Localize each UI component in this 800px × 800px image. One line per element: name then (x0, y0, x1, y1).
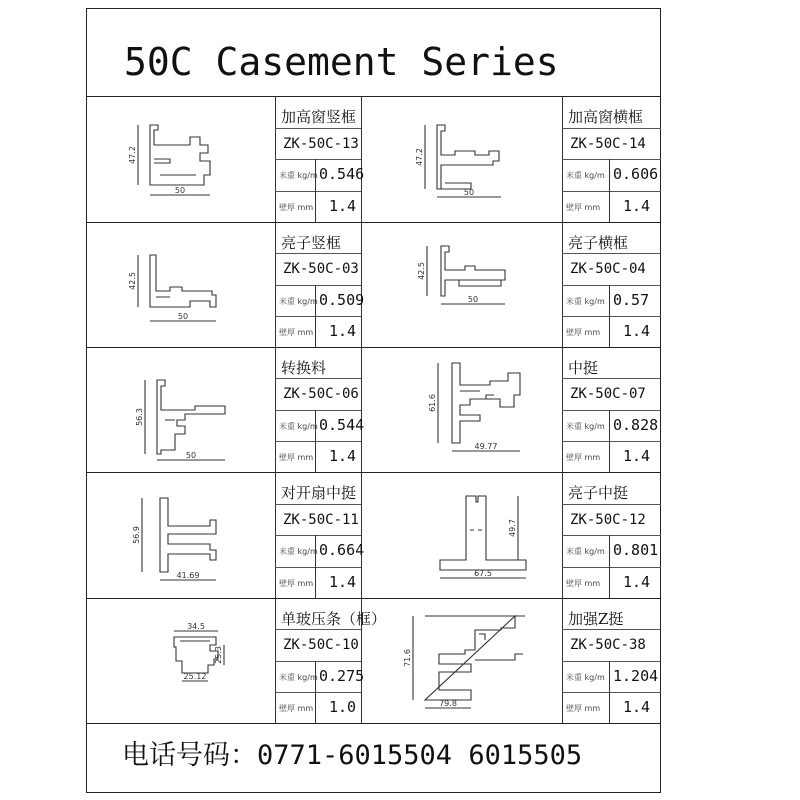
dimension-label: 47.2 (128, 146, 137, 164)
weight-label-text: 米重 (279, 547, 295, 556)
profile-outline (441, 246, 505, 296)
rule-line (315, 535, 316, 598)
thickness-value: 1.4 (623, 321, 651, 340)
weight-unit: kg/m (584, 547, 605, 556)
dimension-label: 56.9 (132, 526, 141, 544)
rule-line (562, 316, 661, 317)
thickness-unit: mm (584, 452, 601, 462)
rule-line (562, 410, 661, 411)
profile-name: 中挺 (568, 359, 599, 377)
weight-unit: kg/m (297, 672, 318, 682)
weight-label-text: 米重 (279, 296, 295, 306)
profile-drawing (135, 370, 255, 460)
profile-code: ZK-50C-14 (570, 135, 646, 152)
dimension-label: 50 (467, 295, 479, 304)
rule-line (562, 378, 661, 379)
dimension-label: 41.69 (176, 571, 200, 580)
thickness-label (566, 327, 600, 338)
rule-line (562, 535, 661, 536)
thickness-label (279, 327, 313, 338)
thickness-label-text: 壁厚 (566, 327, 582, 337)
rule-line (275, 159, 361, 160)
rule-line (275, 504, 361, 505)
thickness-label-text: 壁厚 (279, 578, 295, 588)
rule-line (275, 285, 361, 286)
rule-line (275, 253, 361, 254)
dimension-label: 49.77 (474, 442, 498, 451)
rule-line (86, 472, 661, 473)
profile-code: ZK-50C-06 (283, 386, 359, 403)
thickness-unit: mm (584, 327, 601, 337)
weight-unit: kg/m (297, 547, 318, 556)
rule-line (562, 285, 661, 286)
profile-outline (150, 255, 216, 307)
thickness-unit: mm (297, 578, 314, 588)
thickness-unit: mm (584, 703, 601, 713)
thickness-label-text: 壁厚 (279, 327, 295, 337)
weight-label (279, 546, 318, 557)
weight-unit: kg/m (297, 171, 318, 180)
profile-outline (437, 125, 499, 189)
phone-footer (122, 733, 582, 772)
weight-value: 0.801 (613, 541, 659, 559)
rule-line (562, 159, 661, 160)
profile-name: 亮子竖框 (281, 234, 342, 252)
rule-line (315, 661, 316, 724)
profile-outline (150, 125, 210, 185)
profile-code: ZK-50C-38 (570, 637, 646, 654)
thickness-label-text: 壁厚 (566, 703, 582, 713)
thickness-value: 1.4 (623, 572, 651, 591)
weight-unit: kg/m (584, 421, 605, 431)
profile-drawing (130, 490, 250, 585)
weight-label (279, 672, 318, 683)
thickness-label (566, 578, 600, 589)
thickness-value: 1.4 (329, 196, 357, 215)
profile-name: 对开扇中挺 (281, 484, 357, 502)
rule-line (275, 535, 361, 536)
rule-line (609, 159, 610, 222)
rule-line (275, 410, 361, 411)
dimension-label: 25.12 (183, 672, 207, 681)
profile-outline (452, 363, 520, 443)
thickness-label (566, 452, 600, 463)
thickness-value: 1.4 (329, 446, 357, 465)
rule-line (315, 285, 316, 348)
weight-label (566, 170, 605, 181)
profile-name: 转换料 (281, 359, 327, 377)
thickness-label-text: 壁厚 (279, 703, 295, 713)
weight-value: 0.606 (613, 165, 659, 183)
profile-drawing (430, 355, 550, 455)
rule-line (562, 253, 661, 254)
weight-label-text: 米重 (279, 421, 295, 431)
weight-label-text: 米重 (566, 171, 582, 180)
rule-line (562, 661, 661, 662)
weight-value: 0.509 (319, 290, 365, 309)
phone-label: 电话号码： (122, 740, 257, 771)
profile-name: 加高窗竖框 (281, 108, 357, 126)
phone-numbers: 0771-6015504 6015505 (257, 740, 583, 771)
rule-line (562, 128, 661, 129)
weight-value: 0.275 (319, 666, 365, 685)
thickness-label (279, 452, 313, 463)
weight-value: 0.57 (613, 290, 650, 309)
profile-code: ZK-50C-03 (283, 261, 359, 278)
weight-label (566, 296, 605, 307)
weight-unit: kg/m (584, 296, 605, 306)
weight-label (566, 546, 605, 557)
weight-label-text: 米重 (566, 421, 582, 431)
rule-line (315, 410, 316, 473)
profile-name: 加高窗横框 (568, 108, 644, 126)
dimension-label: 71.6 (403, 649, 412, 667)
thickness-value: 1.4 (623, 697, 651, 716)
page-title: 50C Casement Series (124, 40, 559, 84)
thickness-unit: mm (297, 703, 314, 713)
weight-value: 0.546 (319, 165, 365, 183)
weight-value: 0.664 (319, 541, 365, 559)
profile-drawing (405, 610, 535, 715)
rule-line (609, 285, 610, 348)
thickness-label (566, 202, 600, 213)
dimension-label: 42.5 (128, 272, 137, 290)
weight-label (279, 421, 318, 432)
thickness-label (279, 578, 313, 589)
dimension-label: 50 (174, 186, 186, 195)
thickness-unit: mm (297, 327, 314, 337)
rule-line (275, 378, 361, 379)
thickness-value: 1.4 (623, 446, 651, 465)
thickness-label-text: 壁厚 (566, 452, 582, 462)
rule-line (562, 504, 661, 505)
thickness-unit: mm (584, 202, 601, 212)
weight-label (566, 672, 605, 683)
weight-label-text: 米重 (566, 547, 582, 556)
dimension-label: 61.6 (428, 394, 437, 412)
weight-label-text: 米重 (566, 672, 582, 682)
weight-label-text: 米重 (279, 171, 295, 180)
dimension-label: 49.7 (508, 519, 517, 537)
weight-label (566, 421, 605, 432)
weight-label (279, 170, 318, 181)
thickness-unit: mm (297, 452, 314, 462)
profile-name: 加强Z挺 (568, 610, 624, 628)
profile-drawing (415, 240, 535, 330)
rule-line (275, 692, 361, 693)
rule-line (86, 222, 661, 223)
dimension-label: 50 (185, 451, 197, 460)
thickness-value: 1.4 (329, 321, 357, 340)
rule-line (86, 96, 661, 97)
profile-drawing (160, 622, 250, 695)
profile-drawing (130, 245, 250, 335)
thickness-label-text: 壁厚 (279, 202, 295, 212)
thickness-label-text: 壁厚 (279, 452, 295, 462)
thickness-label (566, 703, 600, 714)
dimension-label: 67.5 (474, 569, 492, 578)
rule-line (275, 441, 361, 442)
rule-line (609, 661, 610, 724)
profile-code: ZK-50C-07 (570, 386, 646, 403)
profile-outline (160, 498, 216, 572)
weight-unit: kg/m (584, 171, 605, 180)
dimension-label: 50 (463, 188, 475, 197)
rule-line (562, 191, 661, 192)
profile-outline (174, 637, 218, 673)
rule-line (562, 567, 661, 568)
rule-line (275, 629, 361, 630)
thickness-value: 1.4 (329, 572, 357, 591)
weight-value: 1.204 (613, 666, 659, 685)
profile-outline (425, 616, 525, 700)
dimension-label: 47.2 (415, 148, 424, 166)
rule-line (275, 567, 361, 568)
dimension-label: 79.8 (439, 699, 457, 708)
rule-line (562, 629, 661, 630)
profile-drawing (415, 115, 535, 205)
rule-line (86, 723, 661, 724)
rule-line (609, 535, 610, 598)
profile-drawing (430, 490, 550, 585)
profile-code: ZK-50C-12 (570, 511, 646, 528)
thickness-unit: mm (584, 578, 601, 588)
weight-label-text: 米重 (279, 672, 295, 682)
thickness-value: 1.4 (623, 196, 651, 215)
dimension-label: 56.3 (135, 408, 144, 426)
dimension-label: 34.5 (187, 622, 205, 631)
profile-code: ZK-50C-13 (283, 135, 359, 152)
thickness-unit: mm (297, 202, 314, 212)
rule-line (275, 128, 361, 129)
weight-value: 0.544 (319, 415, 365, 434)
profile-name: 亮子中挺 (568, 484, 629, 502)
dimension-label: 42.5 (417, 262, 426, 280)
thickness-label-text: 壁厚 (566, 578, 582, 588)
profile-outline (157, 380, 225, 454)
profile-code: ZK-50C-04 (570, 261, 646, 278)
profile-name: 单玻压条（框） (281, 610, 387, 628)
profile-code: ZK-50C-11 (283, 511, 359, 528)
rule-line (275, 661, 361, 662)
thickness-label-text: 壁厚 (566, 202, 582, 212)
weight-unit: kg/m (297, 296, 318, 306)
rule-line (562, 441, 661, 442)
thickness-label (279, 202, 313, 213)
profile-drawing (130, 115, 250, 205)
rule-line (275, 316, 361, 317)
rule-line (86, 598, 661, 599)
weight-unit: kg/m (297, 421, 318, 431)
dimension-label: 50 (177, 312, 189, 321)
weight-value: 0.828 (613, 415, 659, 434)
rule-line (562, 692, 661, 693)
rule-line (609, 410, 610, 473)
profile-name: 亮子横框 (568, 234, 629, 252)
rule-line (275, 191, 361, 192)
weight-unit: kg/m (584, 672, 605, 682)
weight-label-text: 米重 (566, 296, 582, 306)
weight-label (279, 296, 318, 307)
thickness-value: 1.0 (329, 697, 357, 716)
thickness-label (279, 703, 313, 714)
rule-line (315, 159, 316, 222)
profile-code: ZK-50C-10 (283, 637, 359, 654)
dimension-label: 25.3 (214, 646, 223, 664)
rule-line (86, 347, 661, 348)
